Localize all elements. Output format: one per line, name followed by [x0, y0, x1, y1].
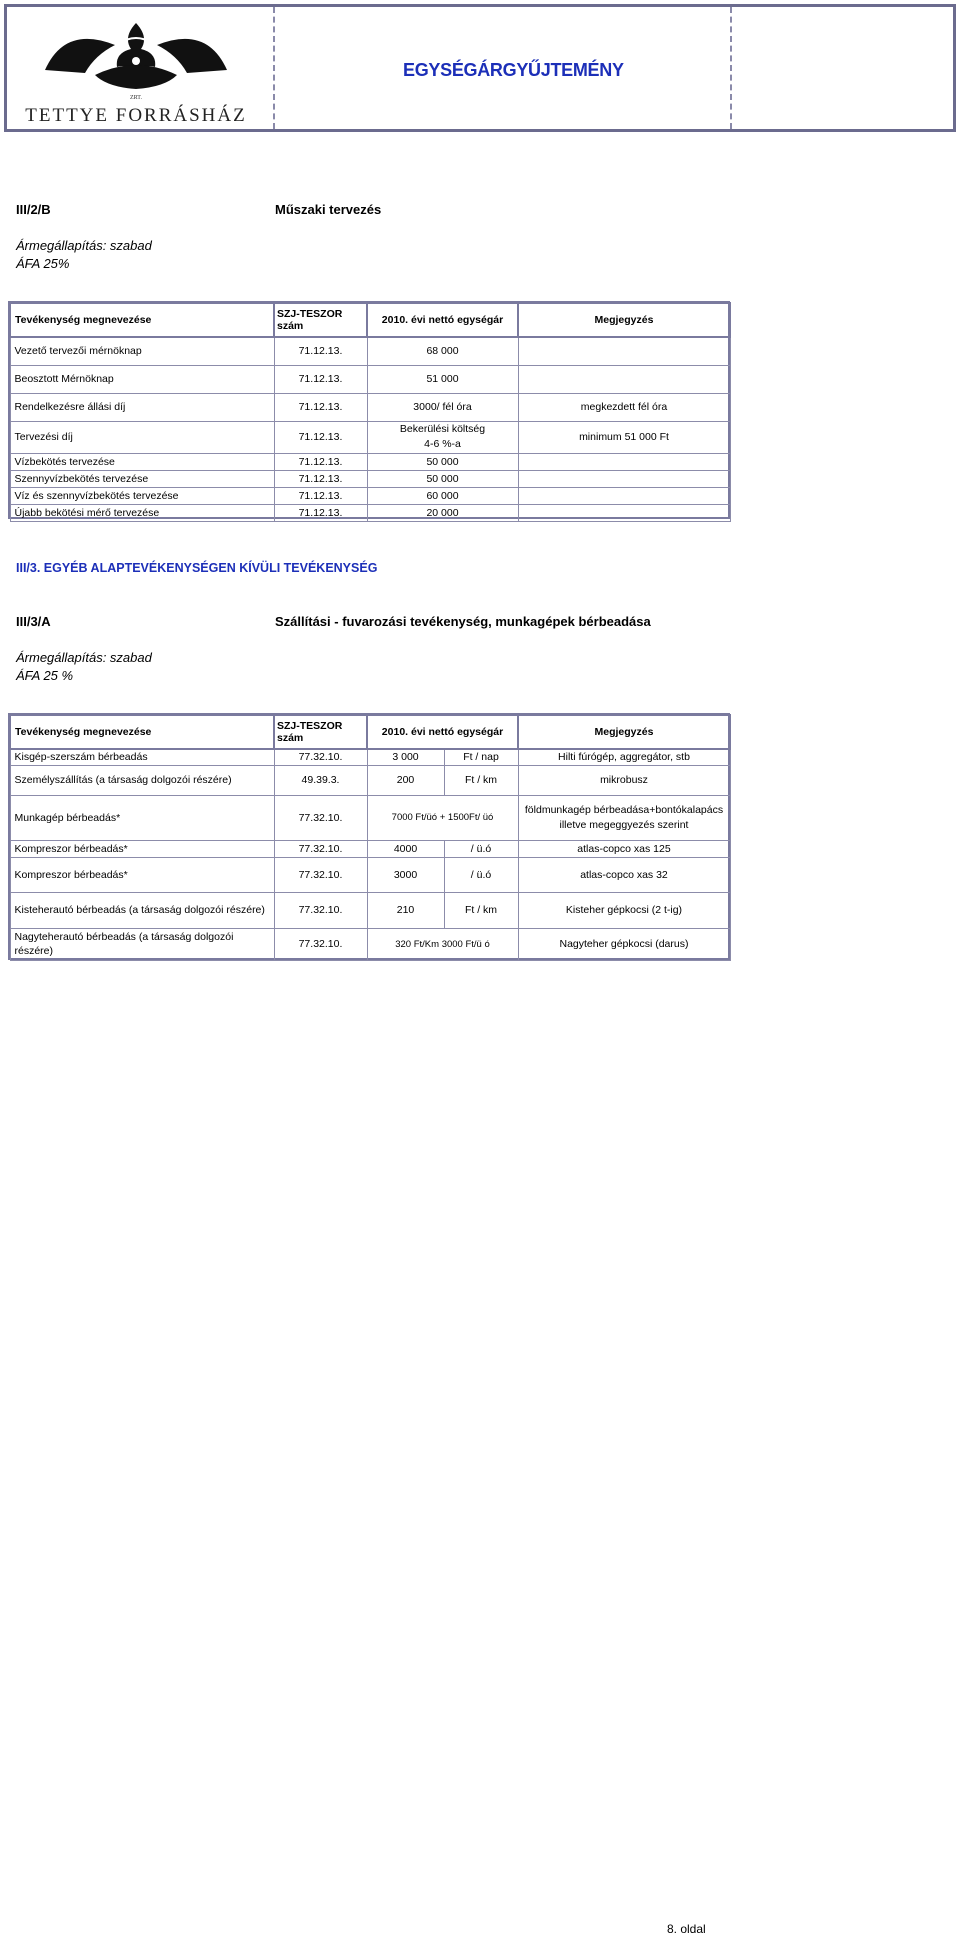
table-row — [10, 365, 730, 393]
document-header — [4, 4, 956, 132]
szj-code: 71.12.13. — [274, 487, 367, 504]
note-line: illetve megeggyezés szerint — [559, 818, 689, 831]
szj-code: 77.32.10. — [274, 840, 367, 857]
szj-code: 77.32.10. — [274, 795, 367, 840]
transport-price-table — [9, 714, 731, 961]
unit-price-line: 4-6 %-a — [424, 438, 461, 450]
activity-name-line: részére) — [14, 945, 54, 957]
price-unit: / ü.ó — [444, 840, 518, 857]
unit-price: 4000 — [367, 840, 444, 857]
szj-code: 49.39.3. — [274, 765, 367, 795]
szj-code: 77.32.10. — [274, 749, 367, 765]
section-heading: III/3. EGYÉB ALAPTEVÉKENYSÉGEN KÍVÜLI TEVÉKENYSÉG — [16, 561, 378, 575]
price-unit: Ft / nap — [444, 749, 518, 765]
note: megkezdett fél óra — [518, 393, 730, 421]
section-title: Szállítási - fuvarozási tevékenység, munkagépek bérbeadása — [275, 614, 651, 629]
activity-name: Kompreszor bérbeadás* — [10, 840, 274, 857]
header-divider — [273, 7, 275, 129]
section-title: Műszaki tervezés — [275, 202, 382, 217]
note: Kisteher gépkocsi (2 t-ig) — [518, 892, 730, 928]
price-unit: Ft / km — [444, 765, 518, 795]
note — [518, 365, 730, 393]
price-unit: Ft / km — [444, 892, 518, 928]
szj-code: 77.32.10. — [274, 928, 367, 960]
table-row — [10, 857, 730, 892]
table-row — [10, 840, 730, 857]
table-row — [10, 487, 730, 504]
unit-price: 20 000 — [367, 504, 518, 521]
note: Hilti fúrógép, aggregátor, stb — [518, 749, 730, 765]
column-header: Tevékenység megnevezése — [10, 303, 274, 337]
table-row — [10, 765, 730, 795]
activity-name: Beosztott Mérnöknap — [10, 365, 274, 393]
header-divider — [730, 7, 732, 129]
note: Nagyteher gépkocsi (darus) — [518, 928, 730, 960]
column-header: Tevékenység megnevezése — [10, 715, 274, 749]
logo-wordmark: TETTYE FORRÁSHÁZ — [25, 105, 247, 126]
note — [518, 487, 730, 504]
logo-emblem-icon — [25, 15, 247, 105]
table-row — [10, 470, 730, 487]
table-row — [10, 453, 730, 470]
unit-price: 50 000 — [367, 453, 518, 470]
unit-price: 320 Ft/Km 3000 Ft/ü ó — [367, 928, 518, 960]
activity-name: Szennyvízbekötés tervezése — [10, 470, 274, 487]
table-row — [10, 337, 730, 365]
unit-price: 50 000 — [367, 470, 518, 487]
price-type: Ármegállapítás: szabad — [16, 650, 152, 665]
activity-name: Kompreszor bérbeadás* — [10, 857, 274, 892]
table-row — [10, 421, 730, 453]
activity-name: Tervezési díj — [10, 421, 274, 453]
table-header-row — [10, 715, 730, 749]
table-row — [10, 892, 730, 928]
note — [518, 337, 730, 365]
note — [518, 453, 730, 470]
column-header: SZJ-TESZOR szám — [274, 303, 367, 337]
szj-code: 71.12.13. — [274, 421, 367, 453]
vat-rate: ÁFA 25 % — [16, 668, 74, 683]
unit-price: 3000 — [367, 857, 444, 892]
note-line: földmunkagép bérbeadása+bontókalapács — [524, 803, 724, 816]
page-number: 8. oldal — [667, 1922, 706, 1936]
logo-subtitle: ZRT. — [129, 95, 143, 101]
activity-name: Újabb bekötési mérő tervezése — [10, 504, 274, 521]
unit-price: 210 — [367, 892, 444, 928]
design-price-table — [9, 302, 731, 522]
note: atlas-copco xas 32 — [518, 857, 730, 892]
section-code: III/2/B — [16, 202, 51, 217]
activity-name: Vízbekötés tervezése — [10, 453, 274, 470]
table-row — [10, 393, 730, 421]
company-logo — [25, 15, 247, 127]
unit-price: 51 000 — [367, 365, 518, 393]
szj-code: 77.32.10. — [274, 892, 367, 928]
table-row — [10, 928, 730, 960]
activity-name: Rendelkezésre állási díj — [10, 393, 274, 421]
activity-name: Személyszállítás (a társaság dolgozói részére) — [10, 765, 274, 795]
column-header: Megjegyzés — [518, 715, 730, 749]
unit-price-line: Bekerülési költség — [399, 423, 486, 435]
note: minimum 51 000 Ft — [518, 421, 730, 453]
szj-code: 71.12.13. — [274, 365, 367, 393]
activity-name — [10, 928, 274, 960]
price-unit: / ü.ó — [444, 857, 518, 892]
vat-rate: ÁFA 25% — [16, 256, 70, 271]
note — [518, 504, 730, 521]
table-row — [10, 795, 730, 840]
note: atlas-copco xas 125 — [518, 840, 730, 857]
activity-name: Víz és szennyvízbekötés tervezése — [10, 487, 274, 504]
szj-code: 77.32.10. — [274, 857, 367, 892]
table-header-row — [10, 303, 730, 337]
unit-price: 3000/ fél óra — [367, 393, 518, 421]
table-row — [10, 749, 730, 765]
unit-price — [367, 421, 518, 453]
activity-name: Kisteherautó bérbeadás (a társaság dolgozói részére) — [10, 892, 274, 928]
activity-name: Munkagép bérbeadás* — [10, 795, 274, 840]
note — [518, 470, 730, 487]
szj-code: 71.12.13. — [274, 470, 367, 487]
szj-code: 71.12.13. — [274, 504, 367, 521]
section-code: III/3/A — [16, 614, 51, 629]
table-row — [10, 504, 730, 521]
unit-price: 60 000 — [367, 487, 518, 504]
activity-name-line: Nagyteherautó bérbeadás (a társaság dolgozói — [14, 931, 234, 943]
price-type: Ármegállapítás: szabad — [16, 238, 152, 253]
column-header: SZJ-TESZOR szám — [274, 715, 367, 749]
column-header: 2010. évi nettó egységár — [367, 715, 518, 749]
unit-price: 68 000 — [367, 337, 518, 365]
note — [518, 795, 730, 840]
unit-price: 3 000 — [367, 749, 444, 765]
activity-name: Vezető tervezői mérnöknap — [10, 337, 274, 365]
unit-price: 7000 Ft/üó + 1500Ft/ üó — [367, 795, 518, 840]
unit-price: 200 — [367, 765, 444, 795]
szj-code: 71.12.13. — [274, 453, 367, 470]
column-header: Megjegyzés — [518, 303, 730, 337]
activity-name: Kisgép-szerszám bérbeadás — [10, 749, 274, 765]
szj-code: 71.12.13. — [274, 337, 367, 365]
note: mikrobusz — [518, 765, 730, 795]
szj-code: 71.12.13. — [274, 393, 367, 421]
column-header: 2010. évi nettó egységár — [367, 303, 518, 337]
document-title: EGYSÉGÁRGYŰJTEMÉNY — [403, 60, 624, 80]
